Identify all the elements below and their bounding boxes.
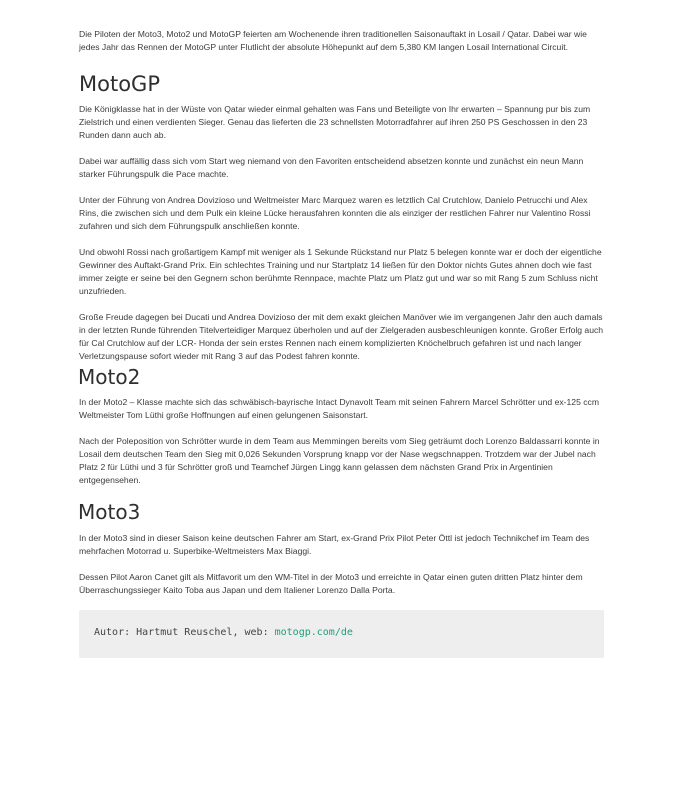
moto3-paragraph: Dessen Pilot Aaron Canet gilt als Mitfavorit um den WM-Titel in der Moto3 und erreichte in Qatar einen guten dritten Platz hinter dem Überraschungssieger Kaito Toba aus Japan und dem Italiener Lorenzo Dalla Porta. <box>79 572 583 595</box>
section-heading-moto3: Moto3 <box>78 500 141 524</box>
moto2-paragraph: In der Moto2 – Klasse machte sich das schwäbisch-bayrische Intact Dynavolt Team mit seinen Fahrern Marcel Schrötter und ex-125 ccm Weltmeister Tom Lüthi große Hoffnungen auf einen gelungenen Saisonstart. <box>79 397 599 420</box>
motogp-paragraph: Große Freude dagegen bei Ducati und Andrea Dovizioso der mit dem exakt gleichen Manöver wie im vergangenen Jahr den auch damals in der letzten Runde führenden Titelverteidiger Marquez überholen und auf der Zielgeraden ausbeschleunigen konnte. Großer Erfolg auch für Cal Crutchlow auf der LCR- Honda der sein erstes Rennen nach einem komplizierten Knöchelbruch gefahren ist und nach langer Verletzungspause sofort wieder mit Rang 3 auf das Podest fahren konnte. <box>79 312 604 361</box>
motogp-paragraph: Dabei war auffällig dass sich vom Start weg niemand von den Favoriten entscheidend absetzen konnte und zunächst ein neun Mann starker Führungspulk die Pace machte. <box>79 156 584 179</box>
motogp-paragraph: Unter der Führung von Andrea Dovizioso und Weltmeister Marc Marquez waren es letztlich Cal Crutchlow, Danielo Petrucchi und Alex Rins, die zwischen sich und dem Pulk ein kleine Lücke herausfahren konnten die als einziger der restlichen Fahrer nur Valentino Rossi zufahren und sich dem Führungspulk anschließen konnte. <box>79 195 591 231</box>
intro-paragraph: Die Piloten der Moto3, Moto2 und MotoGP feierten am Wochenende ihren traditionellen Saisonauftakt in Losail / Qatar. Dabei war wie jedes Jahr das Rennen der MotoGP unter Flutlicht der absolute Höhepunkt auf dem 5,380 KM langen Losail International Circuit. <box>79 29 587 52</box>
source-link[interactable]: motogp.com/de <box>274 627 353 638</box>
author-credit-box <box>79 610 604 658</box>
moto3-paragraph: In der Moto3 sind in dieser Saison keine deutschen Fahrer am Start, ex-Grand Prix Pilot Peter Öttl ist jedoch Technikchef im Team des mehrfachen Motorrad u. Superbike-Weltmeisters Max Biaggi. <box>79 533 590 556</box>
motogp-paragraph: Und obwohl Rossi nach großartigem Kampf mit weniger als 1 Sekunde Rückstand nur Platz 5 belegen konnte war er doch der eigentliche Gewinner des Auftakt-Grand Prix. Ein schlechtes Training und nur Startplatz 14 ließen für den Doktor nichts Gutes ahnen doch wie fast immer zeigte er seine bei den Gegnern schon berühmte Rennpace, machte Platz um Platz gut und war so mit Rang 5 zum Schluss nicht unzufrieden. <box>79 247 602 296</box>
motogp-paragraph: Die Königklasse hat in der Wüste von Qatar wieder einmal gehalten was Fans und Beteiligte von Ihr erwarten – Spannung pur bis zum Zielstrich und einen verdienten Sieger. Genau das lieferten die 23 schnellsten Motorradfahrer auf ihren 250 PS Geschossen in den 23 Runden dann auch ab. <box>79 104 591 140</box>
article-body <box>79 28 604 658</box>
author-credit-text: Autor: Hartmut Reuschel, web: <box>94 627 275 638</box>
moto2-paragraph: Nach der Poleposition von Schrötter wurde in dem Team aus Memmingen bereits vom Sieg geträumt doch Lorenzo Baldassarri konnte in Losail dem deutschen Team den Sieg mit 0,026 Sekunden Vorsprung knapp vor der Nase wegschnappen. Trotzdem war der Jubel nach Platz 2 für Lüthi und 3 für Schrötter groß und Teamchef Jürgen Lingg kann gelassen dem nächsten Grand Prix in Argentinien entgegensehen. <box>79 436 600 485</box>
section-heading-moto2: Moto2 <box>78 365 141 389</box>
section-heading-motogp: MotoGP <box>79 72 160 96</box>
